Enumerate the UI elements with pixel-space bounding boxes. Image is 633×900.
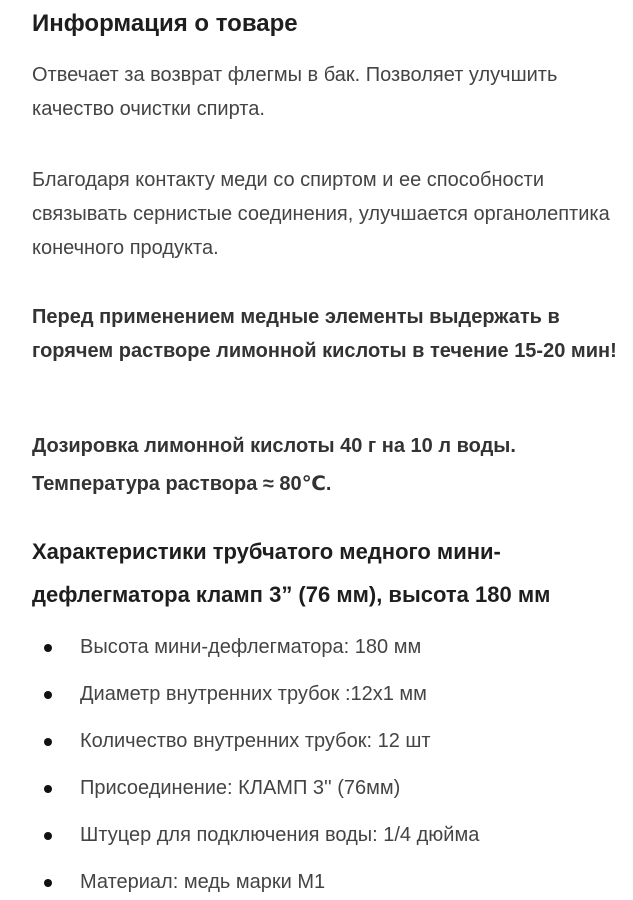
spec-text: Материал: медь марки М1 xyxy=(80,871,326,893)
dosage-paragraph xyxy=(32,427,622,503)
specs-title: Характеристики трубчатого медного мини-дефлегматора кламп 3” (76 мм), высота 180 мм xyxy=(32,539,551,607)
spec-text: Диаметр внутренних трубок :12х1 мм xyxy=(80,683,427,705)
section-title: Информация о товаре xyxy=(32,10,298,37)
usage-warning-paragraph: Перед применением медные элементы выдержать в горячем растворе лимонной кислоты в течение 15-20 мин! xyxy=(32,306,617,362)
spec-item-material xyxy=(32,859,622,900)
dosage-line: Дозировка лимонной кислоты 40 г на 10 л воды. xyxy=(32,435,516,457)
spec-text: Штуцер для подключения воды: 1/4 дюйма xyxy=(80,824,480,846)
bullet-icon xyxy=(44,691,52,699)
spec-item-tube-count xyxy=(32,718,622,765)
spec-text: Высота мини-дефлегматора: 180 мм xyxy=(80,636,422,658)
bullet-icon xyxy=(44,738,52,746)
temperature-line: Температура раствора ≈ 80℃. xyxy=(32,473,332,495)
bullet-icon xyxy=(44,832,52,840)
bullet-icon xyxy=(44,879,52,887)
spec-item-connection xyxy=(32,765,622,812)
description-paragraph-2: Благодаря контакту меди со спиртом и ее способности связывать сернистые соединения, улучшается органолептика конечного продукта. xyxy=(32,169,610,259)
specs-list xyxy=(32,624,622,900)
spec-text: Количество внутренних трубок: 12 шт xyxy=(80,730,431,752)
spec-item-water-fitting xyxy=(32,812,622,859)
spec-text: Присоединение: КЛАМП 3'' (76мм) xyxy=(80,777,401,799)
spec-item-height xyxy=(32,624,622,671)
bullet-icon xyxy=(44,785,52,793)
bullet-icon xyxy=(44,644,52,652)
spec-item-tube-diameter xyxy=(32,671,622,718)
description-paragraph-1: Отвечает за возврат флегмы в бак. Позволяет улучшить качество очистки спирта. xyxy=(32,64,558,120)
